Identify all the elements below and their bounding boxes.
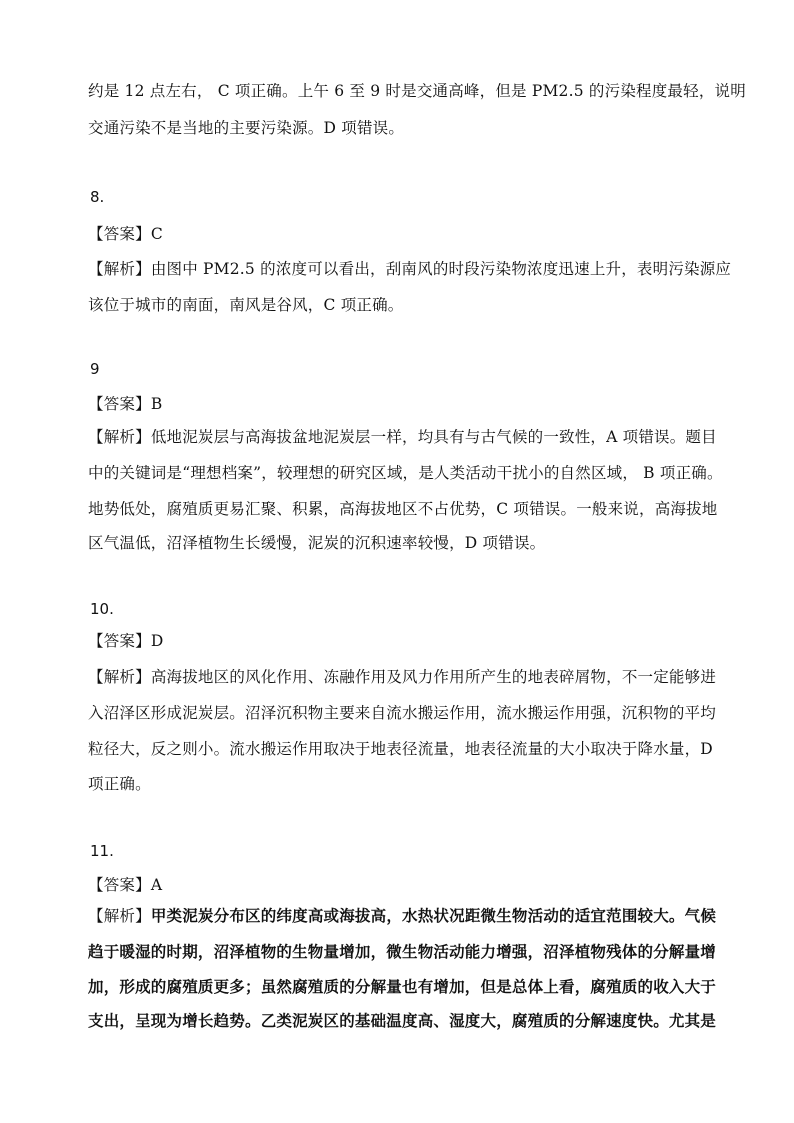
q9-analysis-tag: 【解析】 [88,428,151,446]
q11-analysis-line-4: 支出，呈现为增长趋势。乙类泥炭区的基础温度高、湿度大，腐殖质的分解速度快。尤其是 [88,1011,717,1030]
q11-analysis-text-1: 甲类泥炭分布区的纬度高或海拔高，水热状况距微生物活动的适宜范围较大。气候 [150,906,717,925]
q9-analysis-line-1 [88,426,717,448]
q10-answer-line [88,630,163,652]
intro-line-2: 交通污染不是当地的主要污染源。D 项错误。 [88,119,405,137]
q9-analysis-text-1: 低地泥炭层与高海拔盆地泥炭层一样，均具有与古气候的一致性，A 项错误。题目 [150,428,717,446]
q8-answer-line [88,223,163,245]
q11-answer-tag: 【答案】 [88,876,151,894]
q8-analysis-line-1 [88,258,731,280]
q10-analysis-tag: 【解析】 [88,668,151,686]
q8-analysis-line-2: 该位于城市的南面，南风是谷风，C 项正确。 [88,296,404,314]
q11-analysis-line-1 [88,905,716,927]
q11-analysis-line-3: 加，形成的腐殖质更多；虽然腐殖质的分解量也有增加，但是总体上看，腐殖质的收入大于 [88,977,717,996]
q10-analysis-line-3: 粒径大，反之则小。流水搬运作用取决于地表径流量，地表径流量的大小取决于降水量，D [88,740,713,758]
q9-number: 9 [90,360,100,378]
q10-answer-tag: 【答案】 [88,632,151,650]
q10-answer: D [150,632,164,650]
q11-answer-line [88,874,162,896]
q10-analysis-line-4: 项正确。 [88,775,151,793]
q8-answer: C [150,225,163,243]
q10-number: 10. [90,600,114,618]
q11-answer: A [150,876,163,894]
q9-analysis-line-3: 地势低处，腐殖质更易汇聚、积累，高海拔地区不占优势，C 项错误。一般来说，高海拔地 [88,500,718,518]
q11-number: 11. [90,842,114,860]
q9-analysis-line-2: 中的关键词是“理想档案”，较理想的研究区域，是人类活动干扰小的自然区域， B 项正确。 [88,464,723,482]
q10-analysis-line-2: 入沼泽区形成泥炭层。沼泽沉积物主要来自流水搬运作用，流水搬运作用强，沉积物的平均 [88,704,717,722]
q9-analysis-line-4: 区气温低，沼泽植物生长缓慢，泥炭的沉积速率较慢，D 项错误。 [88,534,546,552]
q9-answer-tag: 【答案】 [88,395,151,413]
q8-answer-tag: 【答案】 [88,225,151,243]
q11-analysis-tag: 【解析】 [88,907,151,925]
q8-number: 8. [90,188,105,206]
q9-answer-line [88,393,162,415]
q9-answer: B [150,395,163,413]
q8-analysis-tag: 【解析】 [88,260,151,278]
q8-analysis-text-1: 由图中 PM2.5 的浓度可以看出，刮南风的时段污染物浓度迅速上升，表明污染源应 [150,260,732,278]
intro-line-1: 约是 12 点左右， C 项正确。上午 6 至 9 时是交通高峰，但是 PM2.5 的污染程度最轻，说明 [88,82,746,100]
q11-analysis-line-2: 趋于暖湿的时期，沼泽植物的生物量增加，微生物活动能力增强，沼泽植物残体的分解量增 [88,942,717,961]
q10-analysis-text-1: 高海拔地区的风化作用、冻融作用及风力作用所产生的地表碎屑物，不一定能够进 [150,668,717,686]
q10-analysis-line-1 [88,666,716,688]
